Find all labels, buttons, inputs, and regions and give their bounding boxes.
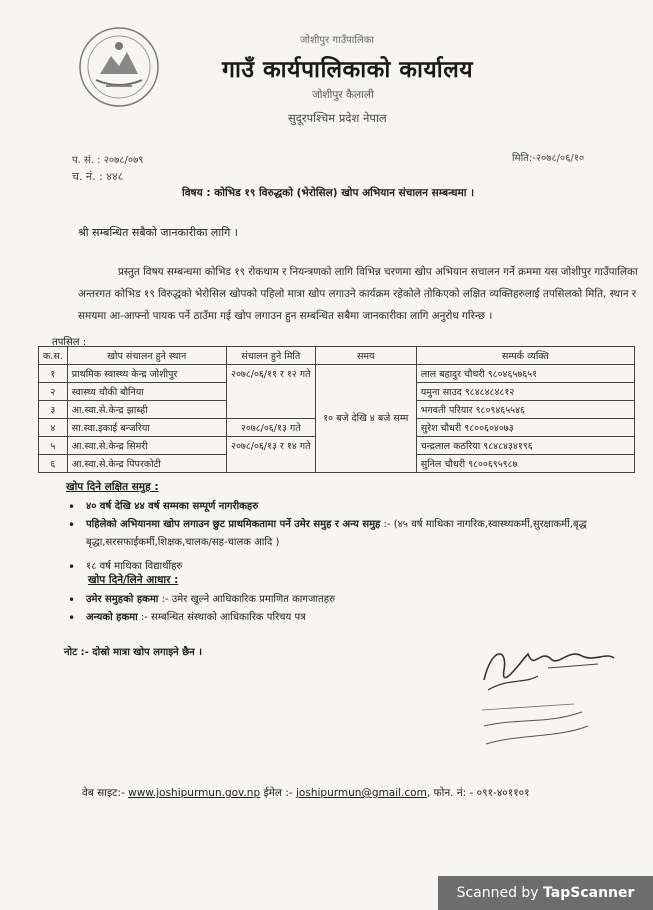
email-label: ईमेल :- xyxy=(263,787,293,799)
cell-place: प्राथमिक स्वास्थ्य केन्द्र जोशीपुर xyxy=(67,365,226,383)
scanner-watermark xyxy=(438,876,653,910)
cell-date-group-1: २०७८/०६/११ र १२ गते xyxy=(226,365,315,419)
cell-sn: १ xyxy=(39,365,68,383)
col-header-place: खोप संचालन हुने स्थान xyxy=(67,347,226,365)
cell-sn: ६ xyxy=(39,455,68,473)
footer-contact xyxy=(82,786,530,800)
letter-subject: विषय : कोभिड १९ विरुद्धको (भेरोसिल) खोप अभियान संचालन सम्बन्धमा । xyxy=(182,187,475,199)
cell-time: १० बजे देखि ४ बजे सम्म xyxy=(315,365,416,473)
dispatch-number: च. नं. : ४४८ xyxy=(72,170,124,183)
cell-contact: भगवती परियार ९८०९४६५५४६ xyxy=(416,401,634,419)
government-emblem-icon xyxy=(78,26,160,108)
col-header-time: समय xyxy=(315,347,416,365)
scanner-prefix: Scanned by xyxy=(456,885,539,901)
body-paragraph: प्रस्तुत विषय सम्बन्धमा कोभिड १९ रोकथाम र नियन्त्रणको लागि विभिन्न चरणमा खोप अभियान सचालन गर्ने क्रममा यस जोशीपुर गाउँपालिका अन्तरगत कोभिड १९ विरुद्धको भेरोसिल खोपको पहिलो मात्रा खोप लगाउने कार्यक्रम रहेकोले तोकिएको लक्षित व्यक्तिहरुलाई तपसिलको मिति, स्थान र समयमा आ-आफ्नो पायक पर्ने ठाउँमा गई खोप लगाउन हुन सम्बन्धित सबैमा जानकारीका लागि अनुरोध गरिन्छ । xyxy=(78,266,638,322)
cell-place: आ.स्वा.से.केन्द्र सिमरी xyxy=(67,437,226,455)
letter-date: मिति:-२०७८/०६/१० xyxy=(512,153,585,164)
target-groups-title: खोप दिने लक्षित समुह : xyxy=(66,481,159,493)
list-item-bold: अन्यको हकमा xyxy=(86,612,138,623)
col-header-contact: सम्पर्क व्यक्ति xyxy=(416,347,634,365)
signature-stamp-image xyxy=(478,640,618,750)
col-header-date: संचालन हुने मिति xyxy=(226,347,315,365)
list-item-bold: ४० वर्ष देखि ४४ वर्ष सम्मका सम्पूर्ण नागरीकहरु xyxy=(86,501,259,512)
list-item xyxy=(66,498,646,516)
cell-place: आ.स्वा.से.केन्द्र पिपरकोटी xyxy=(67,455,226,473)
scanner-brand: TapScanner xyxy=(543,885,635,901)
municipality-name-small: जोशीपुर गाउँपालिका xyxy=(300,35,374,46)
location-line: जोशीपुर कैलाली xyxy=(312,89,374,101)
note-line: नोट :- दोस्रो मात्रा खोप लगाइने छैन । xyxy=(64,647,202,658)
cell-contact: सुरेश चौधरी ९८००६०४०७३ xyxy=(416,419,634,437)
province-line: सुदूरपश्चिम प्रदेश नेपाल xyxy=(288,111,387,125)
list-item xyxy=(66,591,646,609)
cell-sn: २ xyxy=(39,383,68,401)
office-title: गाउँ कार्यपालिकाको कार्यालय xyxy=(222,57,474,83)
salutation: श्री सम्बन्धित सबैको जानकारीका लागि । xyxy=(78,226,238,239)
list-item xyxy=(66,609,646,627)
list-item-text: १८ वर्ष माथिका विद्यार्थीहरु xyxy=(86,561,183,572)
cell-place: स्वास्थ्य चौकी बौनिया xyxy=(67,383,226,401)
cell-contact: यमुना साउद ९८४८४८४८१२ xyxy=(416,383,634,401)
email-link[interactable]: joshipurmun@gmail.com xyxy=(296,787,427,799)
cell-contact: चन्द्रलाल कठरिया ९८४८४३४१९६ xyxy=(416,437,634,455)
list-item-bold: पहिलेको अभियानमा खोप लगाउन छुट प्राथमिकतामा पर्ने उमेर समुह र अन्य समुह xyxy=(86,519,381,530)
target-groups-list xyxy=(66,498,646,576)
list-item xyxy=(66,516,646,552)
letter-reference-number: प. सं. : २०७८/०७९ xyxy=(72,155,144,166)
website-label: वेब साइट:- xyxy=(82,787,125,799)
cell-sn: ३ xyxy=(39,401,68,419)
cell-contact: लाल बहादुर चौधरी ९८०४६५७६५१ xyxy=(416,365,634,383)
list-item-text: :- सम्बन्धित संस्थाको आधिकारिक परिचय पत्र xyxy=(137,612,306,623)
basis-list xyxy=(66,591,646,627)
vaccination-schedule-table xyxy=(38,346,635,473)
col-header-sn: क.स. xyxy=(39,347,68,365)
list-item-bold: उमेर समुहको हकमा xyxy=(86,594,159,605)
cell-date-row-4: २०७८/०६/१३ गते xyxy=(226,419,315,437)
table-row xyxy=(39,365,635,383)
details-label: तपसिल : xyxy=(52,337,87,348)
list-item-text: :- (४५ वर्ष माथिका नागरिक,स्वास्थ्यकर्मी,सुरक्षाकर्मी,बृद्ध बृद्धा,सरसफाईकर्मी,शिक्षक,चालक/सह-चालक आदि ) xyxy=(86,519,587,548)
list-item-text: :- उमेर खुल्ने आधिकारिक प्रमाणित कागजातहरु xyxy=(158,594,336,605)
phone-text: , फोन. नं: - ०९१-४०११०१ xyxy=(426,787,530,799)
table-header-row xyxy=(39,347,635,365)
website-link[interactable]: www.joshipurmun.gov.np xyxy=(128,787,261,799)
cell-date-group-2: २०७८/०६/१३ र १४ गते xyxy=(226,437,315,473)
cell-place: सा.स्वा.इकाई बन्जरिया xyxy=(67,419,226,437)
basis-title: खोप दिने/लिने आधार : xyxy=(88,574,179,586)
cell-sn: ५ xyxy=(39,437,68,455)
cell-sn: ४ xyxy=(39,419,68,437)
cell-contact: सुनिल चौधरी ९८००६९५९८७ xyxy=(416,455,634,473)
cell-place: आ.स्वा.से.केन्द्र झाब्ही xyxy=(67,401,226,419)
